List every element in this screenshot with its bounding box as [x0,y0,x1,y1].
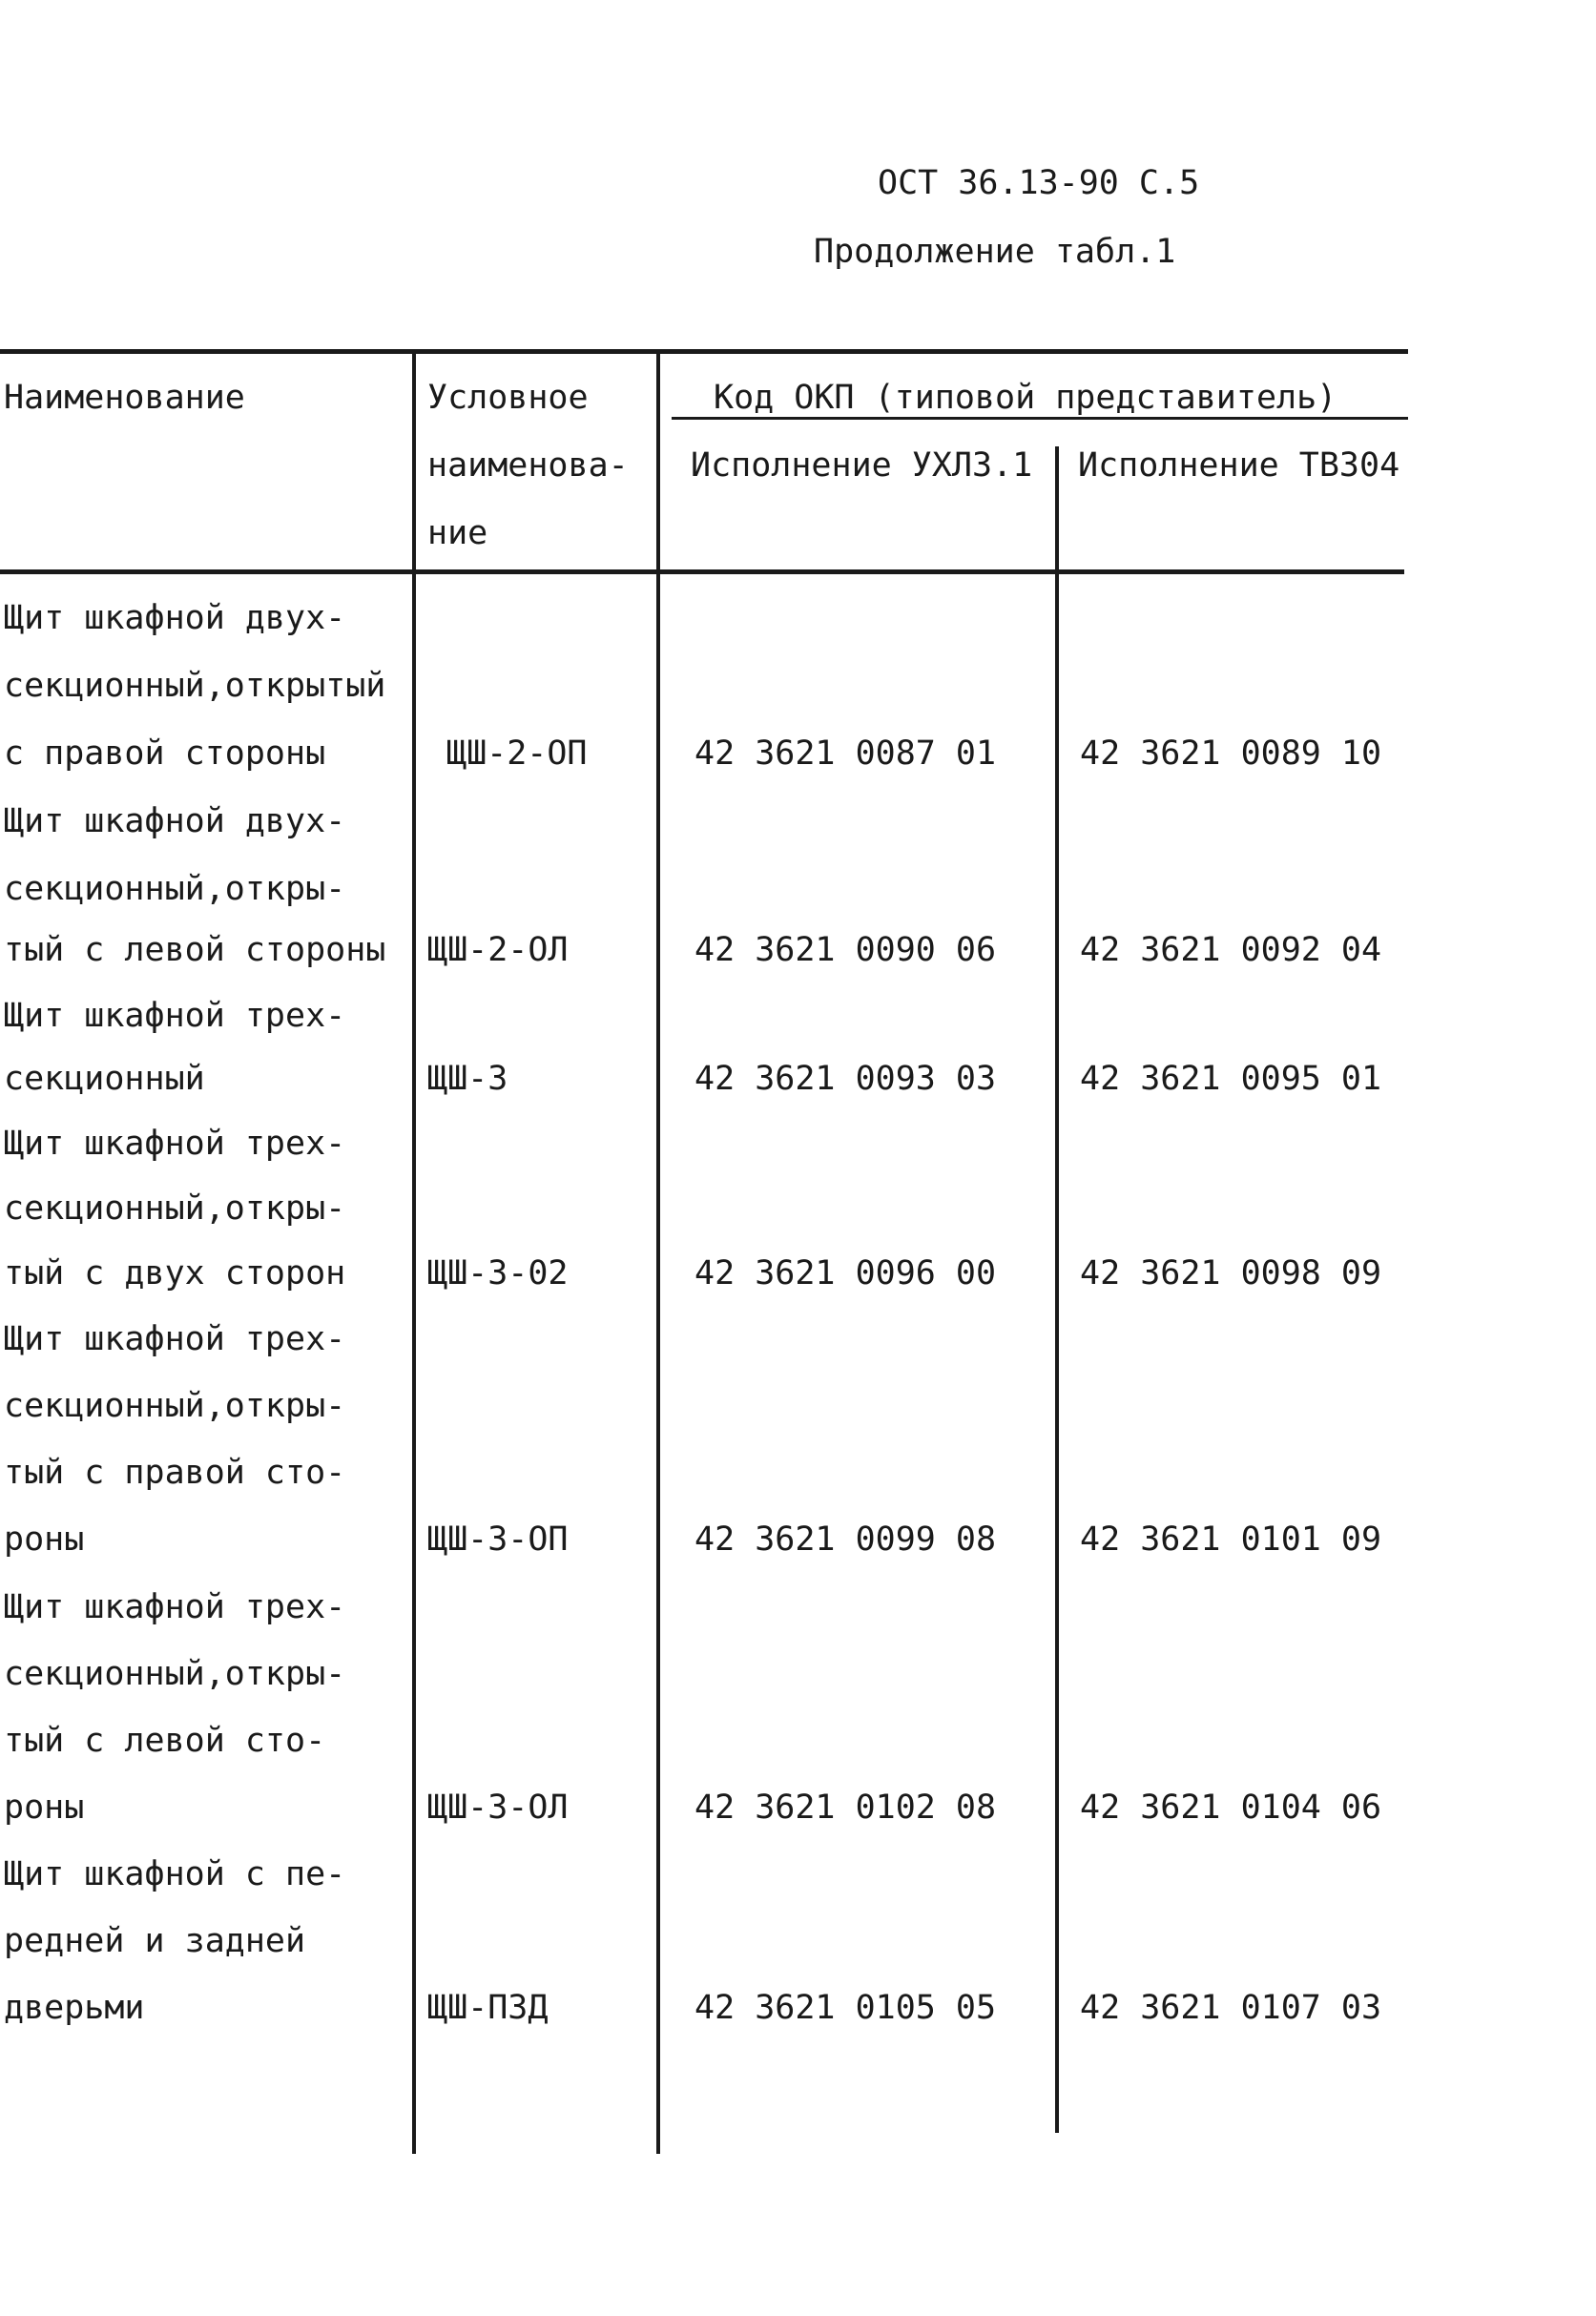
header-conditional-name-line-3: ние [427,514,488,552]
row-2-name-line-3: тый с левой стороны [4,931,386,969]
document-reference: ОСТ 36.13-90 С.5 [878,164,1200,202]
row-5-okp-tv: 42 3621 0101 09 [1080,1520,1382,1559]
row-2-name-line-1: Щит шкафной двух- [4,802,346,840]
row-4-name-line-3: тый с двух сторон [4,1254,346,1292]
row-7-okp-tv: 42 3621 0107 03 [1080,1989,1382,2027]
row-2-okp-tv: 42 3621 0092 04 [1080,931,1382,969]
column-divider-1 [412,351,416,2154]
header-okp-tv: Исполнение ТВ304 [1078,446,1400,485]
column-divider-3-top [1055,446,1059,523]
row-7-name-line-2: редней и задней [4,1922,306,1960]
row-1-name-line-3: с правой стороны [4,734,326,773]
row-2-conditional-name: ЩШ-2-ОЛ [427,931,569,969]
row-6-okp-uhl: 42 3621 0102 08 [694,1789,997,1827]
row-4-okp-uhl: 42 3621 0096 00 [694,1254,997,1292]
row-2-name-line-2: секционный,откры- [4,870,346,908]
row-4-name-line-2: секционный,откры- [4,1189,346,1228]
row-6-name-line-4: роны [4,1789,85,1827]
row-4-conditional-name: ЩШ-3-02 [427,1254,569,1292]
column-divider-2 [656,351,660,2154]
row-6-conditional-name: ЩШ-3-ОЛ [427,1789,569,1827]
row-4-name-line-1: Щит шкафной трех- [4,1125,346,1163]
row-5-name-line-3: тый с правой сто- [4,1454,346,1492]
row-1-name-line-2: секционный,открытый [4,667,386,705]
row-3-okp-tv: 42 3621 0095 01 [1080,1060,1382,1098]
row-5-name-line-1: Щит шкафной трех- [4,1320,346,1358]
row-3-name-line-2: секционный [4,1060,205,1098]
column-divider-3-body [1055,576,1059,2133]
row-3-conditional-name: ЩШ-3 [427,1060,508,1098]
row-4-okp-tv: 42 3621 0098 09 [1080,1254,1382,1292]
row-2-okp-uhl: 42 3621 0090 06 [694,931,997,969]
header-conditional-name-line-2: наименова- [427,446,629,485]
row-1-conditional-name: ЩШ-2-ОП [446,734,588,773]
row-1-okp-tv: 42 3621 0089 10 [1080,734,1382,773]
row-5-conditional-name: ЩШ-3-ОП [427,1520,569,1559]
row-6-name-line-2: секционный,откры- [4,1655,346,1693]
header-okp-uhl: Исполнение УХЛ3.1 [691,446,1033,485]
row-7-conditional-name: ЩШ-ПЗД [427,1989,549,2027]
row-3-okp-uhl: 42 3621 0093 03 [694,1060,997,1098]
table-top-rule [0,349,1408,354]
row-1-name-line-1: Щит шкафной двух- [4,599,346,637]
row-1-okp-uhl: 42 3621 0087 01 [694,734,997,773]
row-7-name-line-3: дверьми [4,1989,145,2027]
row-6-okp-tv: 42 3621 0104 06 [1080,1789,1382,1827]
header-okp-group: Код ОКП (типовой представитель) [714,379,1337,417]
column-divider-3-mid [1055,523,1059,576]
row-3-name-line-1: Щит шкафной трех- [4,997,346,1035]
table-continuation-label: Продолжение табл.1 [814,233,1176,271]
row-7-name-line-1: Щит шкафной с пе- [4,1855,346,1893]
row-5-okp-uhl: 42 3621 0099 08 [694,1520,997,1559]
row-6-name-line-1: Щит шкафной трех- [4,1588,346,1626]
header-name: Наименование [4,379,245,417]
header-conditional-name-line-1: Условное [427,379,589,417]
table-header-rule [0,569,1404,574]
row-6-name-line-3: тый с левой сто- [4,1722,326,1760]
row-5-name-line-4: роны [4,1520,85,1559]
row-7-okp-uhl: 42 3621 0105 05 [694,1989,997,2027]
row-5-name-line-2: секционный,откры- [4,1387,346,1425]
